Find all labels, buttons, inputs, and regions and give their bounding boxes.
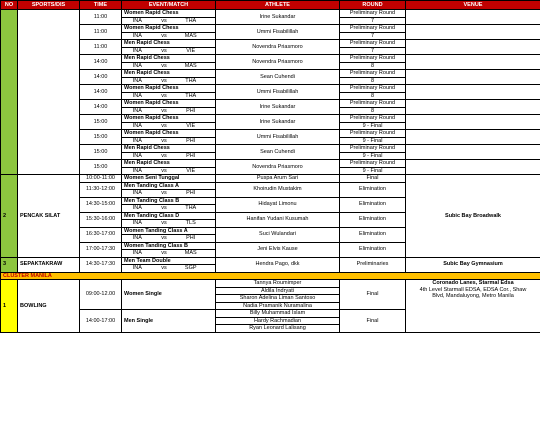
team-a: INA bbox=[132, 32, 142, 39]
sport-cell: PENCAK SILAT bbox=[18, 175, 80, 258]
vs-label: vs bbox=[161, 190, 167, 196]
round-cell: 9 - Final bbox=[340, 137, 406, 145]
time-cell: 14:00 bbox=[80, 55, 122, 70]
event-cell: Men Tanding Class D bbox=[122, 212, 216, 220]
venue-cell bbox=[406, 10, 540, 25]
team-b: VIE bbox=[186, 122, 196, 129]
time-cell: 14:00 bbox=[80, 70, 122, 85]
header-time: TIME bbox=[80, 1, 122, 10]
team-a: INA bbox=[132, 122, 142, 129]
time-cell: 15:30-16:00 bbox=[80, 212, 122, 227]
round-cell: Preliminary Round bbox=[340, 85, 406, 93]
table-row bbox=[1, 70, 540, 78]
match-cell bbox=[122, 107, 216, 115]
team-b: PHI bbox=[186, 190, 196, 196]
match-cell bbox=[122, 220, 216, 228]
table-row bbox=[1, 145, 540, 153]
athlete-cell: Tannya Roumimper bbox=[216, 280, 340, 288]
table-row bbox=[1, 55, 540, 63]
time-cell: 15:00 bbox=[80, 115, 122, 130]
team-b: VIE bbox=[186, 47, 196, 54]
header-event: EVENT/MATCH bbox=[122, 1, 216, 10]
table-row bbox=[1, 100, 540, 108]
event-cell: Women Rapid Chess bbox=[122, 130, 216, 138]
team-b: THA bbox=[185, 17, 197, 24]
time-cell: 15:00 bbox=[80, 130, 122, 145]
venue-address-1: 4th Level Starmall EDSA, EDSA Cor., Shaw bbox=[419, 286, 527, 293]
athlete-cell: Novendra Priasmoro bbox=[216, 160, 340, 175]
table-row bbox=[1, 40, 540, 48]
vs-label: vs bbox=[161, 17, 167, 24]
match-cell bbox=[122, 92, 216, 100]
vs-label: vs bbox=[161, 47, 167, 54]
cluster-label: CLUSTER MANILA bbox=[1, 272, 540, 280]
match-cell bbox=[122, 122, 216, 130]
round-cell: 7 bbox=[340, 17, 406, 25]
athlete-cell: Hendra Pago, dkk bbox=[216, 257, 340, 272]
athlete-cell: Ummi Fisabilillah bbox=[216, 130, 340, 145]
athlete-cell: Aldila Indryati bbox=[216, 287, 340, 295]
round-cell: Preliminaries bbox=[340, 257, 406, 272]
round-cell: Preliminary Round bbox=[340, 40, 406, 48]
round-cell: Elimination bbox=[340, 197, 406, 212]
event-cell: Women Single bbox=[122, 280, 216, 310]
athlete-cell: Nadia Pramanik Nuramalina bbox=[216, 302, 340, 310]
vs-label: vs bbox=[161, 167, 167, 174]
header-athlete: ATHLETE bbox=[216, 1, 340, 10]
athlete-cell: Suci Wulandari bbox=[216, 227, 340, 242]
round-cell: Elimination bbox=[340, 212, 406, 227]
event-cell: Men Tanding Class B bbox=[122, 197, 216, 205]
vs-label: vs bbox=[161, 77, 167, 84]
match-cell bbox=[122, 77, 216, 85]
time-cell: 14:00 bbox=[80, 100, 122, 115]
venue-cell bbox=[406, 280, 540, 333]
team-b: THA bbox=[185, 92, 197, 99]
time-cell: 16:30-17:00 bbox=[80, 227, 122, 242]
athlete-cell: Ummi Fisabilillah bbox=[216, 25, 340, 40]
round-cell: Elimination bbox=[340, 182, 406, 197]
vs-label: vs bbox=[161, 152, 167, 159]
match-cell bbox=[122, 47, 216, 55]
sport-cell: BOWLING bbox=[18, 280, 80, 333]
team-b: TLS bbox=[185, 220, 196, 226]
team-b: MAS bbox=[184, 32, 197, 39]
venue-cell: Subic Bay Broadwalk bbox=[406, 175, 540, 258]
venue-address-2: Blvd, Mandaluyong, Metro Manila bbox=[432, 293, 514, 299]
vs-label: vs bbox=[161, 220, 167, 226]
round-cell: Final bbox=[340, 175, 406, 183]
vs-label: vs bbox=[161, 265, 167, 271]
time-cell: 11:00 bbox=[80, 40, 122, 55]
match-cell bbox=[122, 32, 216, 40]
table-row bbox=[1, 257, 540, 265]
round-cell: Preliminary Round bbox=[340, 130, 406, 138]
match-cell bbox=[122, 235, 216, 243]
round-cell: Final bbox=[340, 310, 406, 333]
venue-cell bbox=[406, 70, 540, 85]
team-b: PHI bbox=[186, 152, 196, 159]
venue-name: Coronado Lanes, Starmal Edsa bbox=[432, 280, 514, 286]
athlete-cell: Puspa Arum Sari bbox=[216, 175, 340, 183]
table-row bbox=[1, 130, 540, 138]
athlete-cell: Sean Cuhendi bbox=[216, 145, 340, 160]
time-cell: 11:00 bbox=[80, 10, 122, 25]
event-cell: Men Rapid Chess bbox=[122, 145, 216, 153]
header-no: NO bbox=[1, 1, 18, 10]
round-cell: Preliminary Round bbox=[340, 70, 406, 78]
round-cell: 9 - Final bbox=[340, 152, 406, 160]
team-b: THA bbox=[185, 205, 197, 211]
event-cell: Men Rapid Chess bbox=[122, 55, 216, 63]
no-cell: 1 bbox=[1, 280, 18, 333]
venue-cell bbox=[406, 160, 540, 175]
team-a: INA bbox=[132, 152, 142, 159]
event-cell: Women Seni Tunggal bbox=[122, 175, 216, 183]
venue-cell bbox=[406, 25, 540, 40]
event-cell: Women Tanding Class A bbox=[122, 227, 216, 235]
round-cell: Preliminary Round bbox=[340, 55, 406, 63]
time-cell: 14:30-15:00 bbox=[80, 197, 122, 212]
athlete-cell: Irine Sukandar bbox=[216, 10, 340, 25]
team-a: INA bbox=[132, 137, 142, 144]
team-a: INA bbox=[132, 235, 142, 241]
vs-label: vs bbox=[161, 250, 167, 256]
venue-cell bbox=[406, 145, 540, 160]
round-cell: Preliminary Round bbox=[340, 160, 406, 168]
time-cell: 11:00 bbox=[80, 25, 122, 40]
match-cell bbox=[122, 17, 216, 25]
team-b: THA bbox=[185, 77, 197, 84]
event-cell: Women Tanding Class B bbox=[122, 242, 216, 250]
vs-label: vs bbox=[161, 107, 167, 114]
cluster-row bbox=[1, 272, 540, 280]
athlete-cell: Irine Sukandar bbox=[216, 100, 340, 115]
match-cell bbox=[122, 167, 216, 175]
team-a: INA bbox=[132, 265, 142, 271]
header-venue: VENUE bbox=[406, 1, 540, 10]
time-cell: 15:00 bbox=[80, 145, 122, 160]
time-cell: 17:00-17:30 bbox=[80, 242, 122, 257]
venue-cell bbox=[406, 115, 540, 130]
round-cell: Preliminary Round bbox=[340, 115, 406, 123]
team-a: INA bbox=[132, 17, 142, 24]
vs-label: vs bbox=[161, 122, 167, 129]
table-row bbox=[1, 280, 540, 288]
time-cell: 14:00-17:00 bbox=[80, 310, 122, 333]
venue-cell bbox=[406, 40, 540, 55]
event-cell: Women Rapid Chess bbox=[122, 100, 216, 108]
table-row bbox=[1, 10, 540, 18]
round-cell: Elimination bbox=[340, 227, 406, 242]
team-a: INA bbox=[132, 47, 142, 54]
event-cell: Men Rapid Chess bbox=[122, 70, 216, 78]
match-cell bbox=[122, 265, 216, 273]
team-a: INA bbox=[132, 107, 142, 114]
team-a: INA bbox=[132, 62, 142, 69]
team-b: MAS bbox=[184, 62, 197, 69]
round-cell: 8 bbox=[340, 77, 406, 85]
team-b: VIE bbox=[186, 167, 196, 174]
venue-cell bbox=[406, 55, 540, 70]
athlete-cell: Sharon Adelina Liman Santoso bbox=[216, 295, 340, 303]
event-cell: Men Rapid Chess bbox=[122, 40, 216, 48]
vs-label: vs bbox=[161, 92, 167, 99]
time-cell: 10:00-11:00 bbox=[80, 175, 122, 183]
sport-cell: SEPAKTAKRAW bbox=[18, 257, 80, 272]
athlete-cell: Irine Sukandar bbox=[216, 115, 340, 130]
athlete-cell: Sean Cuhendi bbox=[216, 70, 340, 85]
time-cell: 11:30-12:00 bbox=[80, 182, 122, 197]
event-cell: Women Rapid Chess bbox=[122, 25, 216, 33]
time-cell: 14:00 bbox=[80, 85, 122, 100]
team-b: SGP bbox=[184, 265, 197, 271]
table-row bbox=[1, 115, 540, 123]
athlete-cell: Ummi Fisabilillah bbox=[216, 85, 340, 100]
team-a: INA bbox=[132, 167, 142, 174]
match-cell bbox=[122, 62, 216, 70]
round-cell: Preliminary Round bbox=[340, 145, 406, 153]
sport-cell bbox=[18, 10, 80, 175]
event-cell: Women Rapid Chess bbox=[122, 85, 216, 93]
match-cell bbox=[122, 137, 216, 145]
event-cell: Women Rapid Chess bbox=[122, 115, 216, 123]
round-cell: Preliminary Round bbox=[340, 10, 406, 18]
athlete-cell: Billy Muhammad Islam bbox=[216, 310, 340, 318]
event-cell: Men Single bbox=[122, 310, 216, 333]
athlete-cell: Novendra Priasmoro bbox=[216, 55, 340, 70]
round-cell: 7 bbox=[340, 32, 406, 40]
athlete-cell: Jeni Elvis Kause bbox=[216, 242, 340, 257]
no-cell bbox=[1, 10, 18, 175]
team-a: INA bbox=[132, 220, 142, 226]
athlete-cell: Hanifan Yudani Kusumah bbox=[216, 212, 340, 227]
team-a: INA bbox=[132, 92, 142, 99]
venue-cell bbox=[406, 85, 540, 100]
venue-cell bbox=[406, 130, 540, 145]
schedule-body bbox=[1, 10, 540, 333]
team-b: MAS bbox=[184, 250, 197, 256]
round-cell: Preliminary Round bbox=[340, 100, 406, 108]
venue-cell: Subic Bay Gymnasium bbox=[406, 257, 540, 272]
header-round: ROUND bbox=[340, 1, 406, 10]
match-cell bbox=[122, 250, 216, 258]
round-cell: Preliminary Round bbox=[340, 25, 406, 33]
no-cell: 2 bbox=[1, 175, 18, 258]
header-row bbox=[1, 1, 540, 10]
venue-cell bbox=[406, 100, 540, 115]
round-cell: 7 bbox=[340, 47, 406, 55]
vs-label: vs bbox=[161, 32, 167, 39]
round-cell: Elimination bbox=[340, 242, 406, 257]
time-cell: 14:30-17:30 bbox=[80, 257, 122, 272]
event-cell: Men Team Double bbox=[122, 257, 216, 265]
round-cell: 8 bbox=[340, 62, 406, 70]
table-row bbox=[1, 85, 540, 93]
team-b: PHI bbox=[186, 137, 196, 144]
team-a: INA bbox=[132, 250, 142, 256]
team-a: INA bbox=[132, 77, 142, 84]
athlete-cell: Hardy Rachmadian bbox=[216, 317, 340, 325]
time-cell: 09:00-12.00 bbox=[80, 280, 122, 310]
athlete-cell: Khoirudin Mustakim bbox=[216, 182, 340, 197]
header-sport: SPORTS/DIS bbox=[18, 1, 80, 10]
athlete-cell: Novendra Priasmoro bbox=[216, 40, 340, 55]
event-cell: Men Tanding Class A bbox=[122, 182, 216, 190]
match-cell bbox=[122, 205, 216, 213]
team-a: INA bbox=[132, 190, 142, 196]
time-cell: 15:00 bbox=[80, 160, 122, 175]
match-cell bbox=[122, 190, 216, 198]
round-cell: 8 bbox=[340, 92, 406, 100]
athlete-cell: Ryan Leonard Lalisang bbox=[216, 325, 340, 333]
vs-label: vs bbox=[161, 235, 167, 241]
event-cell: Men Rapid Chess bbox=[122, 160, 216, 168]
team-a: INA bbox=[132, 205, 142, 211]
vs-label: vs bbox=[161, 137, 167, 144]
match-cell bbox=[122, 152, 216, 160]
no-cell: 3 bbox=[1, 257, 18, 272]
team-b: PHI bbox=[186, 235, 196, 241]
table-row bbox=[1, 175, 540, 183]
event-cell: Women Rapid Chess bbox=[122, 10, 216, 18]
table-row bbox=[1, 160, 540, 168]
table-row bbox=[1, 25, 540, 33]
round-cell: 9 - Final bbox=[340, 167, 406, 175]
round-cell: 9 - Final bbox=[340, 122, 406, 130]
team-b: PHI bbox=[186, 107, 196, 114]
round-cell: 8 bbox=[340, 107, 406, 115]
round-cell: Final bbox=[340, 280, 406, 310]
athlete-cell: Hidayat Limonu bbox=[216, 197, 340, 212]
vs-label: vs bbox=[161, 62, 167, 69]
vs-label: vs bbox=[161, 205, 167, 211]
